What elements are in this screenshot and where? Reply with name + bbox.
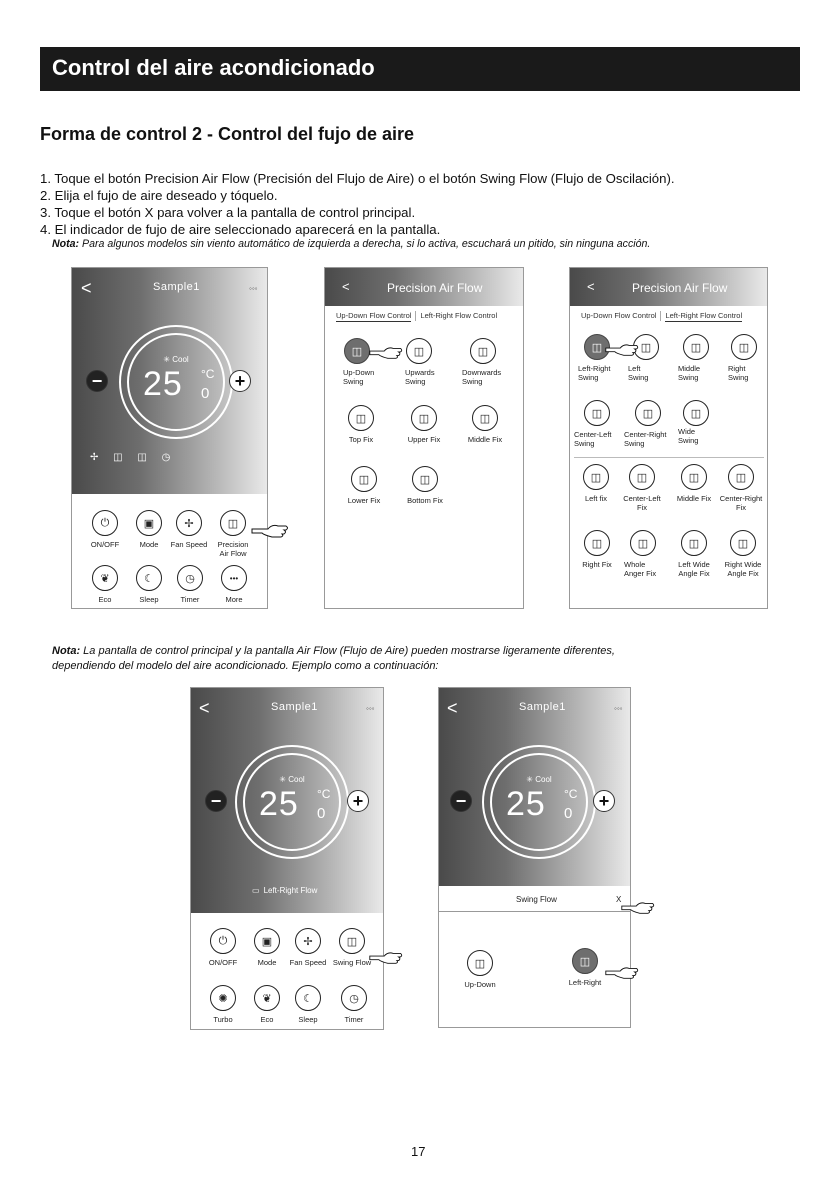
pointing-hand-icon [620,898,656,916]
left-fix-label: Left fix [584,494,608,503]
section-subtitle: Forma de control 2 - Control del fujo de aire [40,124,415,144]
fan-icon: ✢ [295,928,321,954]
panel-divider [439,911,631,912]
decrease-temp-button[interactable]: − [450,790,472,812]
whole-angle-fix-label: Whole Anger Fix [624,560,657,578]
increase-temp-button[interactable]: + [347,790,369,812]
temperature-decimal: 0 [201,385,210,402]
fan-speed-label: Fan Speed [289,958,327,967]
step-3: 3. Toque el botón X para volver a la pantalla de control principal. [40,205,416,220]
flow-indicator-label: Left-Right Flow [263,886,318,895]
lower-fix-option[interactable] [342,466,386,505]
pointing-hand-icon [368,343,404,361]
whole-angle-fix-option[interactable] [620,530,666,578]
middle-swing-option[interactable] [674,334,718,382]
center-right-swing-option[interactable] [624,400,672,448]
right-fix-icon: ◫ [584,530,610,556]
note-1-label: Nota: [52,238,80,250]
up-down-icon: ◫ [467,950,493,976]
middle-fix-icon: ◫ [681,464,707,490]
back-button[interactable]: < [81,278,92,298]
wide-swing-icon: ◫ [683,400,709,426]
left-right-icon: ◫ [572,948,598,974]
flow-tabs [581,311,742,321]
decrease-temp-button[interactable]: − [205,790,227,812]
temperature-dial [482,745,596,859]
temperature-dial-inner [490,753,588,851]
precision-air-flow-button[interactable] [212,510,254,558]
fan-icon: ✢ [176,510,202,536]
note-1 [52,238,650,250]
upper-fix-icon: ◫ [411,405,437,431]
center-right-swing-label: Center-Right Swing [624,430,667,448]
swing-flow-title: Swing Flow [516,895,557,904]
tab-left-right-flow[interactable]: Left-Right Flow Control [420,311,498,320]
flow-indicator [252,886,317,895]
close-button[interactable]: X [616,895,622,904]
temperature-unit: °C [317,787,331,801]
right-wide-angle-fix-option[interactable] [720,530,766,578]
tab-separator [660,311,661,321]
temperature-decimal: 0 [564,805,573,822]
middle-swing-label: Middle Swing [678,364,701,382]
right-swing-icon: ◫ [731,334,757,360]
center-right-fix-icon: ◫ [728,464,754,490]
wide-swing-option[interactable] [674,400,718,445]
upwards-swing-icon: ◫ [406,338,432,364]
eco-icon: ❦ [254,985,280,1011]
pointing-hand-icon [368,948,404,966]
increase-temp-button[interactable]: + [593,790,615,812]
left-swing-icon: ◫ [633,334,659,360]
left-right-flow-icon: ▭ [252,886,260,895]
timer-icon: ◷ [341,985,367,1011]
onoff-label: ON/OFF [90,540,120,549]
mode-button[interactable] [130,510,168,549]
back-button[interactable]: < [447,698,458,718]
pointing-hand-icon [250,520,290,540]
bottom-fix-option[interactable] [402,466,448,505]
page-number: 17 [411,1144,426,1159]
middle-fix-option[interactable] [460,405,510,444]
section-divider [574,457,764,458]
precision-air-flow-label: Precision Air Flow [217,540,249,558]
up-down-swing-label: Up-Down Swing [343,368,375,386]
mode-indicator: ✳ Cool [526,775,552,784]
swing-flow-label: Swing Flow [332,958,372,967]
screen-title: Precision Air Flow [387,281,483,295]
signal-icon: ◦◦◦ [366,704,375,713]
temperature-dial [235,745,349,859]
mode-icon: ▣ [254,928,280,954]
sleep-label: Sleep [139,595,159,604]
sleep-button[interactable] [130,565,168,604]
more-label: More [225,595,243,604]
wide-swing-label: Wide Swing [678,427,699,445]
upwards-swing-label: Upwards Swing [405,368,435,386]
mode-button[interactable] [248,928,286,967]
left-right-flow-screen [569,267,768,609]
upper-fix-option[interactable] [402,405,446,444]
pointing-hand-icon [604,340,640,358]
lower-fix-label: Lower Fix [347,496,381,505]
note-2-line-2: dependiendo del modelo del aire acondicionado. Ejemplo como a continuación: [52,660,439,672]
eco-label: Eco [98,595,112,604]
more-button[interactable] [215,565,253,604]
left-wide-angle-fix-icon: ◫ [681,530,707,556]
timer-button[interactable] [171,565,209,604]
eco-button[interactable] [86,565,124,604]
up-down-label: Up-Down [464,980,496,989]
mode-indicator: ✳ Cool [279,775,305,784]
swing-flow-icon: ◫ [339,928,365,954]
right-fix-option[interactable] [574,530,620,569]
device-name: Sample1 [271,701,318,713]
right-wide-angle-fix-icon: ◫ [730,530,756,556]
step-4: 4. El indicador de fujo de aire seleccionado aparecerá en la pantalla. [40,222,441,237]
eco-label: Eco [260,1015,274,1024]
temperature-dial-inner [243,753,341,851]
signal-icon: ◦◦◦ [614,704,623,713]
bottom-fix-label: Bottom Fix [407,496,443,505]
power-icon: ⏻ [92,510,118,536]
sleep-icon: ☾ [136,565,162,591]
right-fix-label: Right Fix [582,560,612,569]
fan-speed-label: Fan Speed [170,540,208,549]
left-fix-icon: ◫ [583,464,609,490]
right-wide-angle-fix-label: Right Wide Angle Fix [724,560,762,578]
downwards-swing-icon: ◫ [470,338,496,364]
temperature-value: 25 [506,785,546,823]
note-2-label: Nota: [52,645,81,657]
sleep-label: Sleep [298,1015,318,1024]
air-flow-icon: ◫ [220,510,246,536]
top-fix-label: Top Fix [348,435,374,444]
left-swing-label: Left Swing [628,364,649,382]
device-name: Sample1 [519,701,566,713]
temperature-value: 25 [143,365,183,403]
temperature-unit: °C [201,367,215,381]
middle-swing-icon: ◫ [683,334,709,360]
temperature-unit: °C [564,787,578,801]
turbo-icon: ✺ [210,985,236,1011]
header-banner [40,47,800,91]
left-right-label: Left-Right [568,978,602,987]
upper-fix-label: Upper Fix [407,435,441,444]
page-title: Control del aire acondicionado [52,55,375,80]
downwards-swing-option[interactable] [458,338,508,386]
turbo-button[interactable] [203,985,243,1024]
mode-indicator: ✳ Cool [163,355,189,364]
back-button[interactable]: < [587,279,595,294]
temperature-dial [119,325,233,439]
main-control-screen-variant [190,687,384,1030]
temperature-value: 25 [259,785,299,823]
fan-speed-button[interactable] [287,928,329,967]
right-swing-label: Right Swing [728,364,749,382]
mode-label: Mode [257,958,277,967]
center-right-fix-label: Center-Right Fix [719,494,763,512]
tab-up-down-flow[interactable]: Up-Down Flow Control [581,311,657,320]
timer-label: Timer [180,595,200,604]
center-left-swing-option[interactable] [574,400,620,448]
sleep-icon: ☾ [295,985,321,1011]
tab-up-down-flow[interactable]: Up-Down Flow Control [336,311,412,320]
main-control-screen [71,267,268,609]
center-left-fix-icon: ◫ [629,464,655,490]
note-1-text: Para algunos modelos sin viento automático de izquierda a derecha, si lo activa, escuchará un pitido, sin ninguna acción. [82,238,651,250]
decrease-temp-button[interactable]: − [86,370,108,392]
left-wide-angle-fix-label: Left Wide Angle Fix [678,560,710,578]
timer-label: Timer [344,1015,364,1024]
timer-icon: ◷ [177,565,203,591]
turbo-label: Turbo [213,1015,233,1024]
note-2-line-1: La pantalla de control principal y la pantalla Air Flow (Flujo de Aire) pueden mostrarse ligeramente diferentes, [83,645,615,657]
center-left-fix-option[interactable] [619,464,665,512]
bottom-fix-icon: ◫ [412,466,438,492]
increase-temp-button[interactable]: + [229,370,251,392]
flow-tabs [336,311,497,321]
middle-fix-icon: ◫ [472,405,498,431]
sleep-button[interactable] [289,985,327,1024]
temperature-dial-inner [127,333,225,431]
mode-label: Mode [139,540,159,549]
center-left-swing-icon: ◫ [584,400,610,426]
step-1: 1. Toque el botón Precision Air Flow (Precisión del Flujo de Aire) o el botón Swing Flow (Flujo de Oscilación). [40,171,675,186]
left-wide-angle-fix-option[interactable] [671,530,717,578]
middle-fix-label: Middle Fix [467,435,503,444]
eco-icon: ❦ [92,565,118,591]
note-2 [52,644,615,674]
center-left-swing-label: Center-Left Swing [574,430,612,448]
status-icons: ✢ ◫ ◫ ◷ [90,452,177,463]
left-right-option[interactable] [560,948,610,987]
swing-flow-screen [438,687,631,1028]
eco-button[interactable] [248,985,286,1024]
lower-fix-icon: ◫ [351,466,377,492]
top-fix-icon: ◫ [348,405,374,431]
center-left-fix-label: Center-Left Fix [623,494,661,512]
center-right-fix-option[interactable] [718,464,764,512]
timer-button[interactable] [335,985,373,1024]
power-icon: ⏻ [210,928,236,954]
signal-icon: ◦◦◦ [249,284,258,293]
up-down-swing-icon: ◫ [344,338,370,364]
step-2: 2. Elija el fujo de aire deseado y tóquelo. [40,188,278,203]
back-button[interactable]: < [342,279,350,294]
onoff-label: ON/OFF [208,958,238,967]
center-right-swing-icon: ◫ [635,400,661,426]
back-button[interactable]: < [199,698,210,718]
middle-fix-option[interactable] [671,464,717,503]
fan-speed-button[interactable] [168,510,210,549]
tab-left-right-flow[interactable]: Left-Right Flow Control [665,311,743,320]
right-swing-option[interactable] [722,334,766,382]
left-right-swing-icon: ◫ [584,334,610,360]
onoff-button[interactable] [203,928,243,967]
top-fix-option[interactable] [339,405,383,444]
up-down-flow-screen [324,267,524,609]
tab-separator [415,311,416,321]
more-icon: ••• [221,565,247,591]
instruction-steps [40,170,675,238]
downwards-swing-label: Downwards Swing [462,368,502,386]
pointing-hand-icon [604,963,640,981]
onoff-button[interactable] [86,510,124,549]
left-fix-option[interactable] [574,464,618,503]
whole-angle-fix-icon: ◫ [630,530,656,556]
temperature-decimal: 0 [317,805,326,822]
up-down-option[interactable] [455,950,505,989]
mode-icon: ▣ [136,510,162,536]
device-name: Sample1 [153,281,200,293]
middle-fix-label: Middle Fix [676,494,712,503]
screen-title: Precision Air Flow [632,281,728,295]
left-right-swing-label: Left-Right Swing [578,364,611,382]
